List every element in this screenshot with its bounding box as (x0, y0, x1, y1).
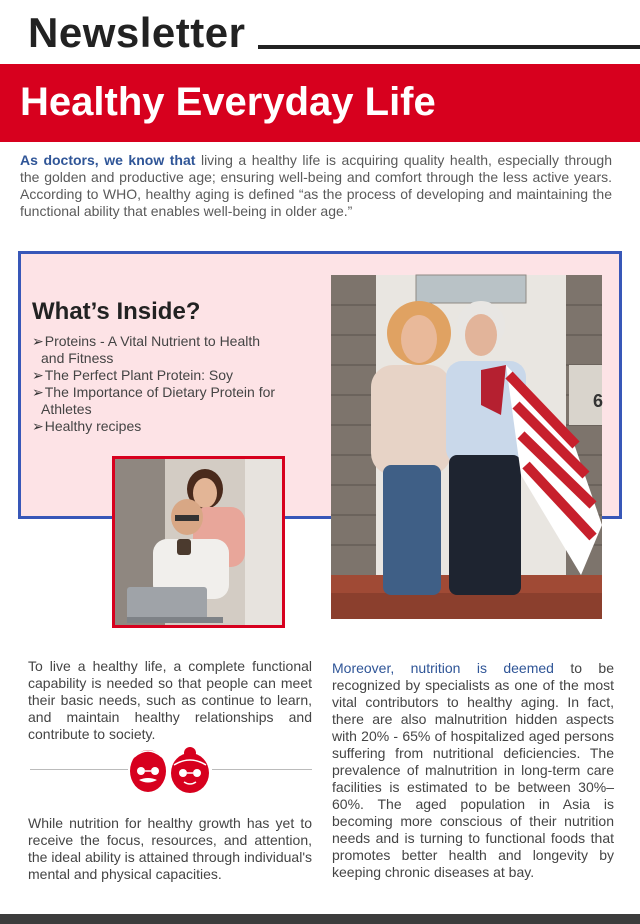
svg-text:6: 6 (593, 391, 604, 411)
list-item: ➢Proteins - A Vital Nutrient to Health and Fitness (32, 333, 261, 366)
arrow-bullet-icon: ➢ (32, 333, 44, 349)
body-text-left-top: To live a healthy life, a complete functional capability is needed so that people can meet their basic needs, such as continue to learn, and maintain healthy relationships and contribute to society. (28, 658, 312, 742)
intro-body: living a healthy life is acquiring quality health, especially through the golden and productive age; ensuring well-being and comfort through the less active years. According to WHO, healthy aging is defined “as the process of developing and maintaining the functional ability that enables well-being in older age.” (20, 152, 612, 219)
body-right-text: to be recognized by specialists as one of the most vital contributors to healthy aging. In fact, there are also malnutrition hidden aspects with 20% - 65% of hospitalized aged persons suffering from nutritional deficiencies. The prevalence of malnutrition in long-term care facilities is estimated to be between 30%–60%. The aged population in Asia is becoming more conscious of their nutrition needs and is turning to functional foods that promotes better health and longevity by keeping chronic diseases at bay. (332, 660, 614, 880)
list-item: ➢The Perfect Plant Protein: Soy (32, 367, 234, 383)
elderly-couple-icons (128, 745, 212, 800)
masthead-rule (258, 45, 640, 49)
whats-inside-title: What’s Inside? (32, 298, 201, 325)
page-title: Healthy Everyday Life (20, 80, 436, 124)
masthead-title: Newsletter (28, 9, 246, 56)
body-right-lead: Moreover, nutrition is deemed (332, 660, 554, 676)
elderly-woman-icon (171, 747, 209, 793)
divider-line-left (30, 769, 128, 770)
family-photo (112, 456, 285, 628)
body-text-left-bottom: While nutrition for healthy growth has yet to receive the focus, resources, and attention, the ideal ability is attained through individual's mental and physical capacities. (28, 815, 312, 882)
arrow-bullet-icon: ➢ (32, 384, 44, 400)
divider-line-right (212, 769, 312, 770)
elderly-man-icon (130, 750, 166, 792)
intro-paragraph (20, 152, 612, 220)
intro-lead: As doctors, we know that (20, 152, 196, 168)
list-item: ➢Healthy recipes (32, 418, 142, 434)
whats-inside-list (32, 333, 282, 435)
arrow-bullet-icon: ➢ (32, 367, 44, 383)
arrow-bullet-icon: ➢ (32, 418, 44, 434)
body-text-right (332, 660, 614, 881)
list-item: ➢The Importance of Dietary Protein for Athletes (32, 384, 276, 417)
title-banner (0, 64, 640, 142)
elderly-couple-photo (331, 275, 602, 619)
footer-bar (0, 914, 640, 924)
